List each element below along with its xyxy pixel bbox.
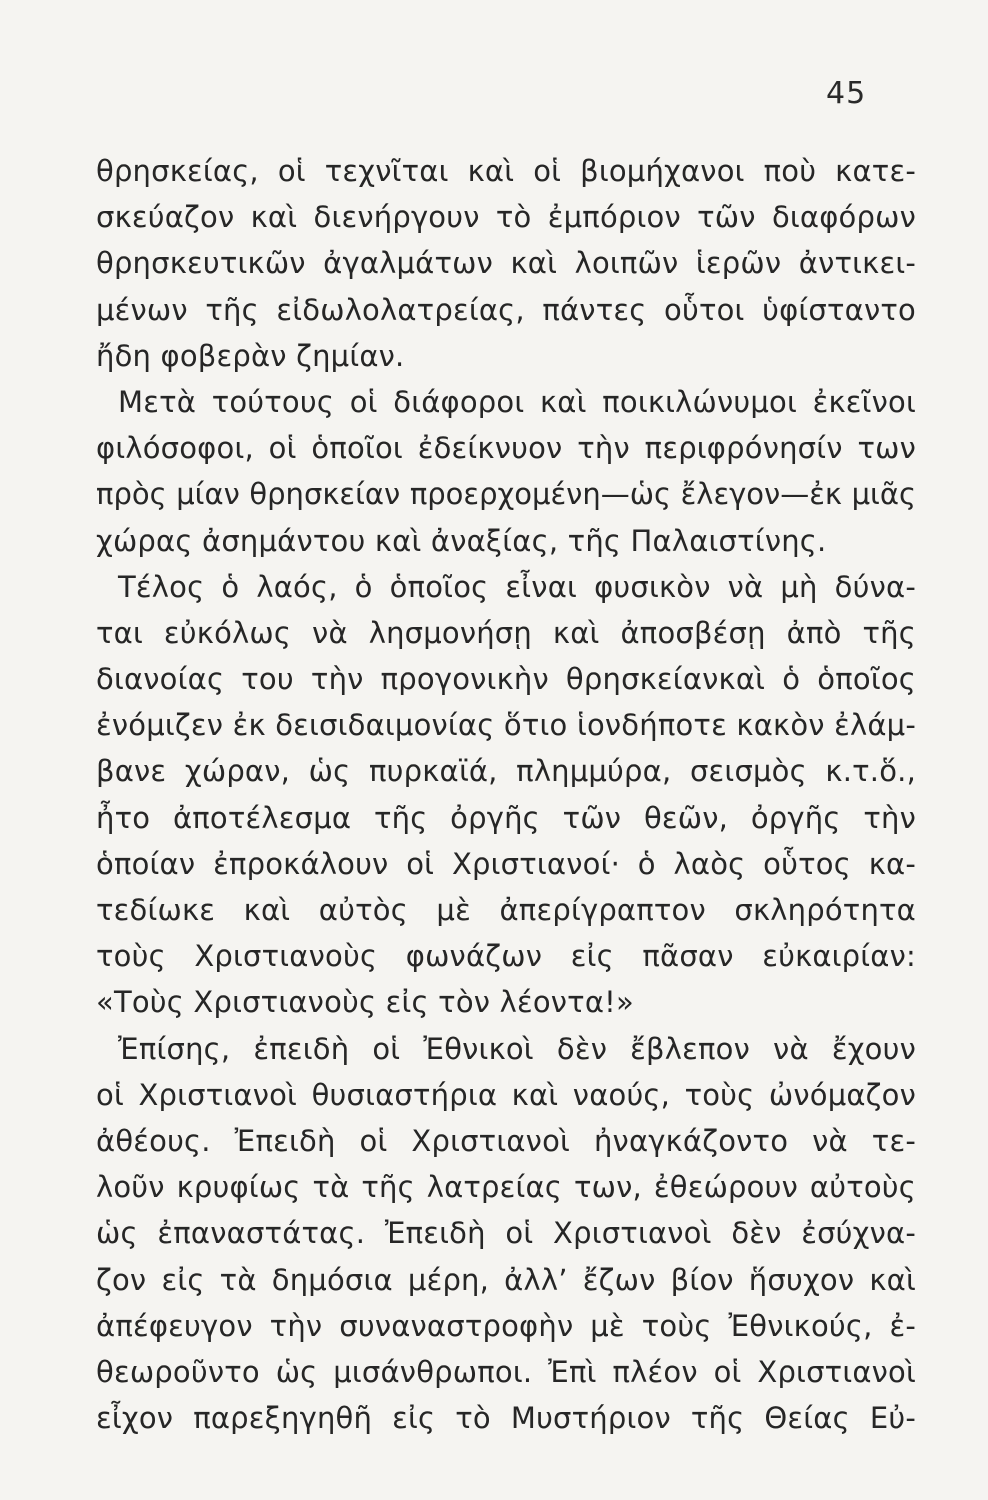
text-line: ὁποίαν ἐπροκάλουν οἱ Χριστιανοί· ὁ λαὸς οὗτος κα- (96, 846, 916, 881)
text-line: τεδίωκε καὶ αὐτὸς μὲ ἀπερίγραπτον σκληρότητα (96, 893, 916, 927)
text-line: εἶχον παρεξηγηθῆ εἰς τὸ Μυστήριον τῆς Θείας Εὐ- (96, 1401, 916, 1436)
text-line: λοῦν κρυφίως τὰ τῆς λατρείας των, ἐθεώρουν αὐτοὺς (96, 1170, 916, 1205)
body-text (96, 148, 916, 1441)
text-line: χώρας ἀσημάντου καὶ ἀναξίας, τῆς Παλαιστίνης. (96, 523, 827, 558)
text-line: Μετὰ τούτους οἱ διάφοροι καὶ ποικιλώνυμοι ἐκεῖνοι (118, 384, 916, 419)
text-line: «Τοὺς Χριστιανοὺς εἰς τὸν λέοντα!» (96, 985, 634, 1020)
text-line: τοὺς Χριστιανοὺς φωνάζων εἰς πᾶσαν εὐκαιρίαν: (96, 939, 916, 974)
text-line: ζον εἰς τὰ δημόσια μέρη, ἀλλ’ ἔζων βίον ἥσυχον καὶ (96, 1262, 916, 1297)
text-line: ἐνόμιζεν ἐκ δεισιδαιμονίας ὅτιο ἱονδήποτε κακὸν ἐλάμ- (96, 708, 916, 743)
text-line: σκεύαζον καὶ διενήργουν τὸ ἐμπόριον τῶν διαφόρων (96, 200, 916, 235)
text-line: μένων τῆς εἰδωλολατρείας, πάντες οὗτοι ὑφίσταντο (96, 292, 916, 327)
text-line: ἀθέους. Ἐπειδὴ οἱ Χριστιανοὶ ἠναγκάζοντο νὰ τε- (96, 1123, 916, 1158)
text-line: ἤδη φοβερὰν ζημίαν. (96, 338, 405, 373)
text-line: ἦτο ἀποτέλεσμα τῆς ὀργῆς τῶν θεῶν, ὀργῆς τὴν (96, 800, 916, 835)
text-line: ὡς ἐπαναστάτας. Ἐπειδὴ οἱ Χριστιανοὶ δὲν ἐσύχνα- (96, 1216, 916, 1251)
text-line: πρὸς μίαν θρησκείαν προερχομένη—ὡς ἔλεγον—ἐκ μιᾶς (96, 477, 916, 512)
text-line: Τέλος ὁ λαός, ὁ ὁποῖος εἶναι φυσικὸν νὰ μὴ δύνα- (118, 569, 916, 604)
text-line: διανοίας του τὴν προγονικὴν θρησκείανκαὶ ὁ ὁποῖος (96, 662, 916, 697)
text-line: βανε χώραν, ὡς πυρκαϊά, πλημμύρα, σεισμὸς κ.τ.ὅ., (96, 754, 916, 789)
text-line: θρησκείας, οἱ τεχνῖται καὶ οἱ βιομήχανοι ποὺ κατε- (96, 154, 916, 188)
text-line: θρησκευτικῶν ἀγαλμάτων καὶ λοιπῶν ἱερῶν ἀντικει- (96, 246, 916, 281)
text-line: φιλόσοφοι, οἱ ὁποῖοι ἐδείκνυον τὴν περιφρόνησίν των (96, 431, 916, 466)
text-line: ἀπέφευγον τὴν συναναστροφὴν μὲ τοὺς Ἐθνικούς, ἐ- (96, 1308, 916, 1343)
text-line: θεωροῦντο ὡς μισάνθρωποι. Ἐπὶ πλέον οἱ Χριστιανοὶ (96, 1354, 916, 1389)
text-line: ται εὐκόλως νὰ λησμονήσῃ καὶ ἀποσβέσῃ ἀπὸ τῆς (96, 615, 916, 650)
text-line: οἱ Χριστιανοὶ θυσιαστήρια καὶ ναούς, τοὺς ὠνόμαζον (96, 1077, 916, 1112)
text-line: Ἐπίσης, ἐπειδὴ οἱ Ἐθνικοὶ δὲν ἔβλεπον νὰ ἔχουν (118, 1031, 916, 1066)
page-number: 45 (826, 76, 867, 111)
